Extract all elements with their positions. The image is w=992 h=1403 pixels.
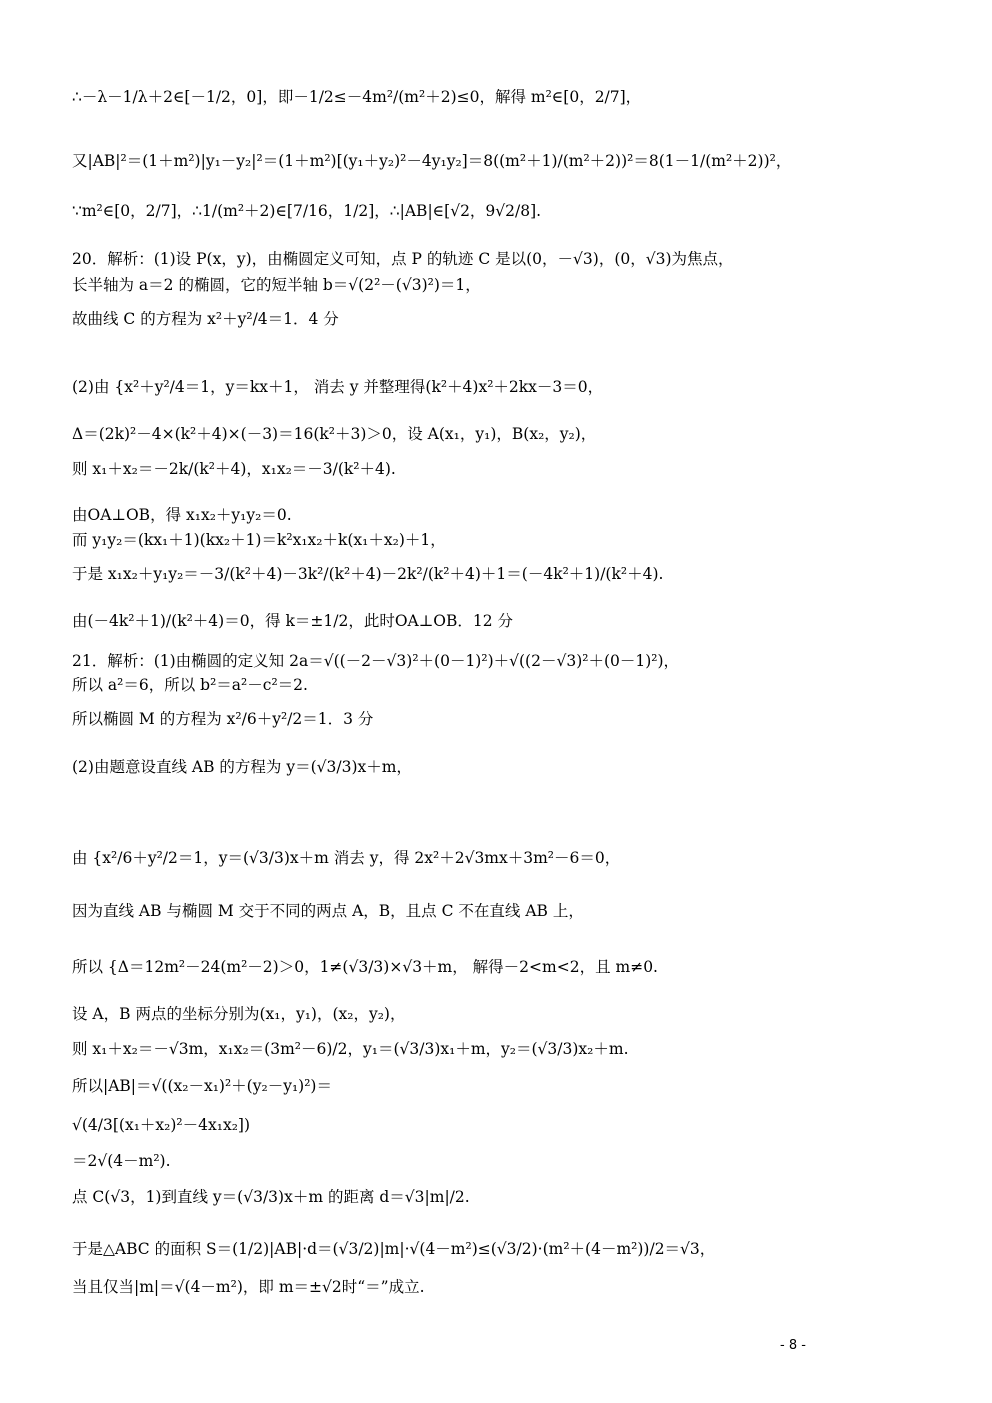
text-line: 因为直线 AB 与椭圆 M 交于不同的两点 A，B，且点 C 不在直线 AB 上，: [72, 902, 584, 920]
text-line: ＝2√(4－m²).: [72, 1152, 171, 1170]
text-line: 长半轴为 a＝2 的椭圆，它的短半轴 b＝√(2²－(√3)²)＝1，: [72, 276, 481, 294]
page-number: - 8 -: [780, 1338, 806, 1353]
text-line: 所以椭圆 M 的方程为 x²/6＋y²/2＝1．3 分: [72, 710, 374, 728]
text-line: ∵m²∈[0，2/7]，∴1/(m²＋2)∈[7/16，1/2]，∴|AB|∈[√2，9√2/8].: [72, 202, 542, 220]
text-line: 于是 x₁x₂＋y₁y₂＝－3/(k²＋4)－3k²/(k²＋4)－2k²/(k²＋4)＋1＝(－4k²＋1)/(k²＋4).: [72, 565, 664, 583]
text-line: 于是△ABC 的面积 S＝(1/2)|AB|·d＝(√3/2)|m|·√(4－m²)≤(√3/2)·(m²＋(4－m²))/2＝√3，: [72, 1240, 716, 1258]
text-line: 当且仅当|m|＝√(4－m²)，即 m＝±√2时“＝”成立.: [72, 1278, 425, 1296]
text-line: 则 x₁＋x₂＝－√3m，x₁x₂＝(3m²－6)/2，y₁＝(√3/3)x₁＋m，y₂＝(√3/3)x₂＋m.: [72, 1040, 629, 1058]
text-line: 所以 {Δ＝12m²－24(m²－2)＞0，1≠(√3/3)×√3＋m， 解得－2<m<2，且 m≠0.: [72, 958, 658, 976]
text-line: 故曲线 C 的方程为 x²＋y²/4＝1．4 分: [72, 310, 339, 328]
text-line: 由(－4k²＋1)/(k²＋4)＝0，得 k＝±1/2，此时OA⊥OB．12 分: [72, 612, 514, 630]
text-line: 设 A，B 两点的坐标分别为(x₁，y₁)，(x₂，y₂)，: [72, 1005, 406, 1023]
text-line: 由 {x²/6＋y²/2＝1，y＝(√3/3)x＋m 消去 y，得 2x²＋2√3mx＋3m²－6＝0，: [72, 849, 621, 867]
text-line: (2)由 {x²＋y²/4＝1，y＝kx＋1， 消去 y 并整理得(k²＋4)x²＋2kx－3＝0，: [72, 378, 604, 396]
text-line: 所以|AB|＝√((x₂－x₁)²＋(y₂－y₁)²)＝: [72, 1077, 332, 1095]
text-line: ∴－λ－1/λ＋2∈[－1/2，0]，即－1/2≤－4m²/(m²＋2)≤0，解得 m²∈[0，2/7]，: [72, 88, 642, 106]
text-line: √(4/3[(x₁＋x₂)²－4x₁x₂]): [72, 1116, 251, 1134]
text-line: 所以 a²＝6，所以 b²＝a²－c²＝2.: [72, 676, 308, 694]
text-line: 20．解析：(1)设 P(x，y)，由椭圆定义可知，点 P 的轨迹 C 是以(0，－√3)，(0，√3)为焦点，: [72, 250, 734, 268]
text-line: 点 C(√3，1)到直线 y＝(√3/3)x＋m 的距离 d＝√3|m|/2.: [72, 1188, 470, 1206]
text-line: (2)由题意设直线 AB 的方程为 y＝(√3/3)x＋m，: [72, 758, 412, 776]
text-line: 21．解析：(1)由椭圆的定义知 2a＝√((－2－√3)²＋(0－1)²)＋√((2－√3)²＋(0－1)²)，: [72, 652, 680, 670]
text-line: 则 x₁＋x₂＝－2k/(k²＋4)，x₁x₂＝－3/(k²＋4).: [72, 460, 396, 478]
text-line: 又|AB|²＝(1＋m²)|y₁－y₂|²＝(1＋m²)[(y₁＋y₂)²－4y₁y₂]＝8((m²＋1)/(m²＋2))²＝8(1－1/(m²＋2))²，: [72, 152, 792, 170]
text-line: 由OA⊥OB，得 x₁x₂＋y₁y₂＝0.: [72, 506, 292, 524]
text-line: Δ＝(2k)²－4×(k²＋4)×(－3)＝16(k²＋3)＞0，设 A(x₁，y₁)，B(x₂，y₂)，: [72, 425, 597, 443]
text-line: 而 y₁y₂＝(kx₁＋1)(kx₂＋1)＝k²x₁x₂＋k(x₁＋x₂)＋1，: [72, 531, 446, 549]
